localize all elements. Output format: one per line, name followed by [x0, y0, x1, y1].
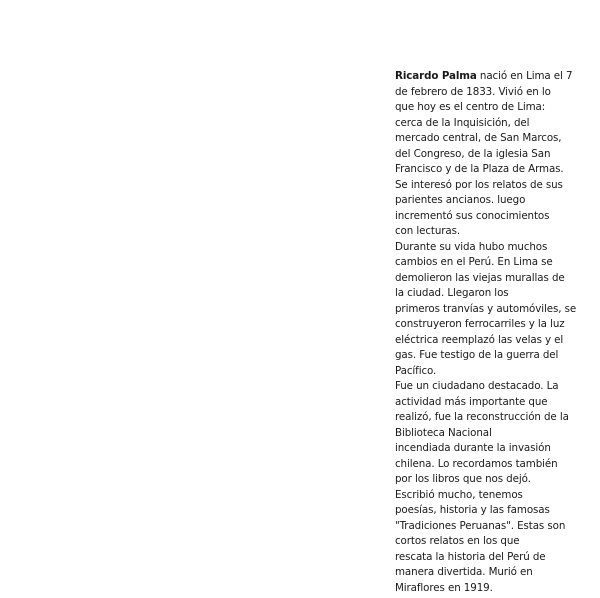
text-line: Fue un ciudadano destacado. La: [395, 380, 559, 392]
text-line: de febrero de 1833. Vivió en lo: [395, 85, 551, 98]
text-line: con lecturas.: [395, 225, 461, 237]
text-line: eléctrica reemplazó las velas y el: [395, 333, 564, 346]
text-line: realizó, fue la reconstrucción de la: [395, 411, 569, 423]
text-line: cortos relatos en los que: [395, 535, 520, 547]
text-line: por los libros que nos dejó.: [395, 473, 531, 485]
text-line: incrementó sus conocimientos: [395, 209, 550, 222]
text-line: incendiada durante la invasión: [395, 442, 551, 454]
biography-text: [395, 69, 585, 596]
text-line: Biblioteca Nacional: [395, 426, 492, 439]
text-line: del Congreso, de la iglesia San: [395, 147, 551, 160]
text-line: gas. Fue testigo de la guerra del: [395, 349, 559, 361]
first-line-rest: nació en Lima el 7: [476, 70, 573, 82]
text-line: Se interesó por los relatos de sus: [395, 178, 563, 191]
text-line: parientes ancianos. luego: [395, 194, 526, 206]
text-line: rescata la historia del Perú de: [395, 550, 546, 563]
text-line: Escribió mucho, tenemos: [395, 488, 523, 501]
text-line: que hoy es el centro de Lima:: [395, 101, 546, 113]
text-line-1: [395, 69, 585, 85]
author-name: Ricardo Palma: [395, 70, 477, 82]
text-line: demolieron las viejas murallas de: [395, 271, 565, 284]
text-line: cerca de la Inquisición, del: [395, 116, 530, 129]
text-line: chilena. Lo recordamos también: [395, 457, 558, 470]
text-line: mercado central, de San Marcos,: [395, 132, 562, 144]
text-line: Pacífico.: [395, 364, 437, 377]
text-line: "Tradiciones Peruanas". Estas son: [395, 519, 566, 532]
text-line: primeros tranvías y automóviles, se: [395, 302, 577, 315]
text-line: Francisco y de la Plaza de Armas.: [395, 163, 564, 175]
text-line: la ciudad. Llegaron los: [395, 287, 509, 299]
text-line: construyeron ferrocarriles y la luz: [395, 318, 565, 330]
text-line: poesías, historia y las famosas: [395, 504, 550, 516]
text-line: Durante su vida hubo muchos: [395, 240, 548, 253]
text-line: Miraflores en 1919.: [395, 581, 493, 594]
text-line: manera divertida. Murió en: [395, 566, 533, 578]
text-line: cambios en el Perú. En Lima se: [395, 256, 553, 268]
text-line: actividad más importante que: [395, 395, 548, 408]
